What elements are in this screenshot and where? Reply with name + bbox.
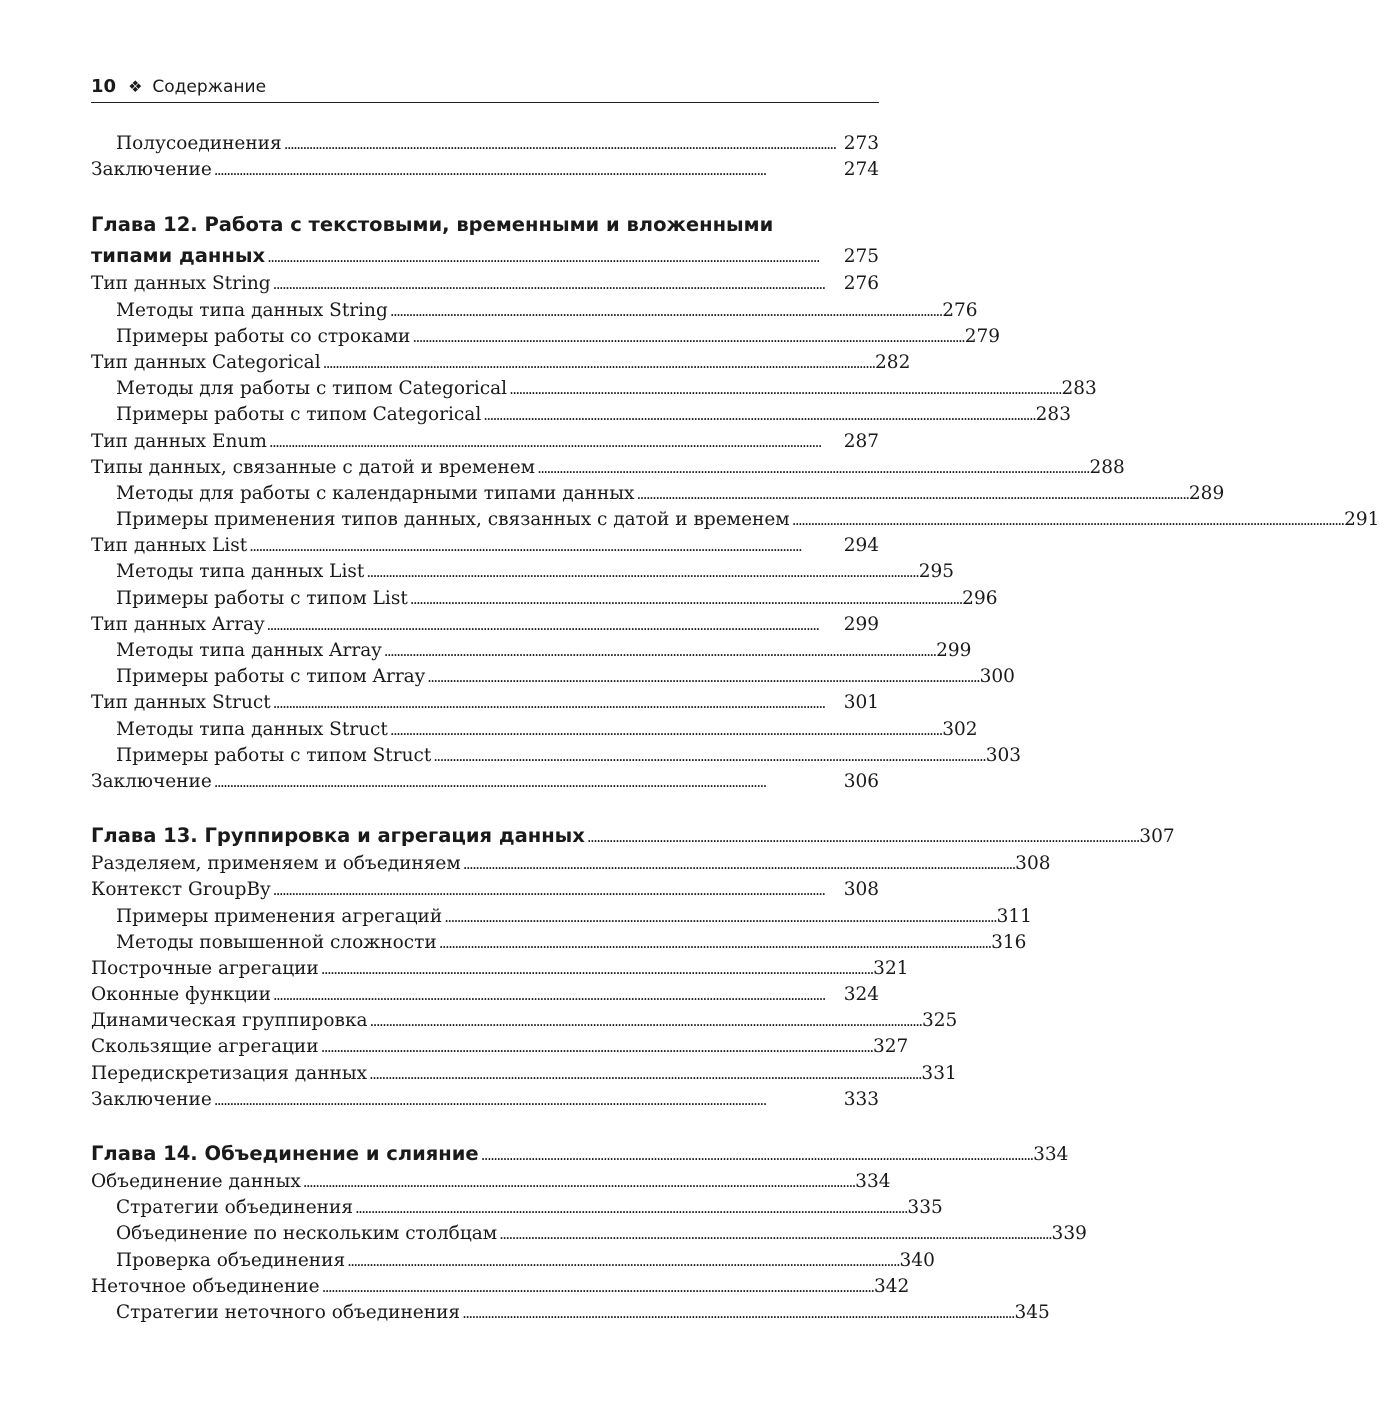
toc-entry bbox=[91, 131, 879, 157]
chapter-entry bbox=[91, 1139, 1069, 1169]
toc-entry bbox=[91, 930, 1027, 956]
toc-entry-title: Методы для работы с типом Categorical bbox=[116, 378, 508, 400]
toc-entry-title: Тип данных Enum bbox=[91, 430, 267, 452]
toc-entry-page: 299 bbox=[936, 640, 972, 661]
toc-entry bbox=[91, 586, 998, 612]
dot-leader bbox=[323, 350, 873, 376]
toc-entry-title: Заключение bbox=[91, 1088, 212, 1110]
dot-leader bbox=[462, 1300, 1012, 1326]
dot-leader bbox=[637, 481, 1187, 507]
toc-entry-title: Контекст GroupBy bbox=[91, 879, 271, 901]
toc-entry-title: Тип данных List bbox=[91, 535, 248, 557]
toc-entry bbox=[91, 157, 879, 183]
toc-entry-title: Неточное объединение bbox=[91, 1275, 320, 1297]
toc-entry-title: Проверка объединения bbox=[116, 1249, 346, 1271]
dot-leader bbox=[369, 1061, 919, 1087]
toc-entry bbox=[91, 298, 978, 324]
dot-leader bbox=[444, 904, 994, 930]
dot-leader bbox=[537, 455, 1087, 481]
toc-entry bbox=[91, 1087, 879, 1113]
chapter-page: 275 bbox=[843, 246, 879, 268]
toc-entry bbox=[91, 271, 879, 297]
chapter-title: Глава 14. Объединение и слияние bbox=[91, 1142, 479, 1165]
toc-entry bbox=[91, 559, 955, 585]
dot-leader bbox=[249, 533, 842, 559]
dot-leader bbox=[214, 1087, 842, 1113]
dot-leader bbox=[433, 743, 983, 769]
chapter-title: Глава 13. Группировка и агрегация данных bbox=[91, 824, 585, 848]
toc-entry-page: 345 bbox=[1014, 1301, 1050, 1323]
toc-entry-title: Динамическая группировка bbox=[91, 1010, 368, 1032]
toc-entry-title: Методы типа данных List bbox=[116, 561, 365, 583]
toc-entry-title: Методы типа данных Struct bbox=[116, 718, 388, 740]
toc-entry-title: Разделяем, применяем и объединяем bbox=[91, 853, 461, 875]
running-head-title: Содержание bbox=[152, 77, 267, 97]
toc-entry-page: 294 bbox=[843, 535, 879, 557]
toc-entry bbox=[91, 507, 1379, 533]
toc-entry-page: 302 bbox=[942, 718, 978, 740]
toc-entry bbox=[91, 481, 1225, 507]
toc-entry-title: Примеры применения типов данных, связанных с датой и временем bbox=[116, 509, 790, 531]
toc-entry-page: 295 bbox=[918, 561, 955, 583]
toc-entry bbox=[91, 664, 1015, 690]
toc-entry-title: Примеры работы с типом Array bbox=[116, 666, 426, 688]
dot-leader bbox=[347, 1248, 897, 1274]
toc-entry bbox=[91, 1300, 1050, 1326]
toc-entry-title: Примеры работы с типом List bbox=[116, 587, 408, 609]
chapter-entry bbox=[91, 821, 1175, 851]
toc-entry-title: Оконные функции bbox=[91, 984, 271, 1006]
dot-leader bbox=[322, 1274, 872, 1300]
dot-leader bbox=[587, 821, 1137, 852]
toc-entry-title: Стратегии объединения bbox=[116, 1197, 354, 1219]
toc-entry-page: 301 bbox=[843, 692, 879, 714]
dot-leader bbox=[303, 1169, 853, 1195]
toc-entry-page: 283 bbox=[1035, 404, 1071, 426]
toc-entry-page: 273 bbox=[843, 133, 879, 154]
dot-leader bbox=[370, 1008, 920, 1034]
dot-leader bbox=[499, 1221, 1049, 1247]
toc-entry-page: 331 bbox=[921, 1062, 957, 1084]
toc-entry-title: Объединение по нескольким столбцам bbox=[116, 1223, 498, 1245]
toc-entry-page: 287 bbox=[843, 430, 879, 452]
dot-leader bbox=[439, 930, 989, 956]
dot-leader bbox=[481, 1139, 1031, 1170]
toc-entry-page: 283 bbox=[1061, 378, 1097, 400]
chapter-title-line1: Глава 12. Работа с текстовыми, временными и вложенными bbox=[91, 213, 774, 237]
dot-leader bbox=[269, 429, 842, 455]
table-of-contents bbox=[91, 131, 1379, 1326]
toc-entry-page: 324 bbox=[843, 984, 879, 1006]
toc-entry bbox=[91, 690, 879, 716]
toc-entry bbox=[91, 402, 1071, 428]
dot-leader bbox=[267, 612, 842, 638]
toc-entry-page: 311 bbox=[996, 905, 1032, 927]
toc-entry-title: Примеры работы со строками bbox=[116, 325, 411, 347]
dot-leader bbox=[463, 851, 1013, 877]
toc-entry-title: Примеры применения агрегаций bbox=[116, 905, 443, 927]
toc-entry bbox=[91, 851, 1051, 877]
dot-leader bbox=[321, 956, 871, 982]
toc-entry bbox=[91, 638, 972, 664]
toc-entry-page: 303 bbox=[985, 744, 1022, 766]
toc-entry-title: Тип данных Struct bbox=[91, 692, 271, 714]
toc-entry-title: Примеры работы с типом Categorical bbox=[116, 404, 482, 426]
toc-entry-page: 291 bbox=[1344, 509, 1379, 531]
toc-entry-page: 339 bbox=[1051, 1223, 1087, 1245]
toc-entry-title: Передискретизация данных bbox=[91, 1062, 368, 1084]
toc-entry-title: Примеры работы с типом Struct bbox=[116, 744, 432, 766]
dot-leader bbox=[267, 241, 842, 272]
dot-leader bbox=[284, 131, 842, 157]
page-number: 10 bbox=[91, 76, 117, 97]
toc-entry bbox=[91, 376, 1097, 402]
toc-entry-title: Типы данных, связанные с датой и временем bbox=[91, 456, 536, 478]
toc-entry-page: 306 bbox=[843, 770, 879, 792]
toc-entry bbox=[91, 455, 1125, 481]
dot-leader bbox=[483, 402, 1033, 428]
dot-leader bbox=[214, 769, 842, 795]
toc-entry bbox=[91, 324, 1001, 350]
dot-leader bbox=[390, 717, 940, 743]
toc-entry bbox=[91, 1195, 943, 1221]
toc-entry-page: 334 bbox=[855, 1171, 891, 1192]
toc-entry-title: Методы для работы с календарными типами данных bbox=[116, 482, 635, 504]
toc-entry bbox=[91, 717, 978, 743]
toc-entry-page: 325 bbox=[921, 1010, 958, 1032]
toc-entry bbox=[91, 612, 879, 638]
toc-entry-page: 327 bbox=[873, 1036, 909, 1058]
toc-entry-title: Построчные агрегации bbox=[91, 957, 319, 979]
toc-entry bbox=[91, 743, 1022, 769]
toc-entry-page: 296 bbox=[962, 587, 998, 609]
toc-entry-page: 342 bbox=[874, 1275, 910, 1297]
toc-entry bbox=[91, 1034, 909, 1060]
toc-entry bbox=[91, 533, 879, 559]
dot-leader bbox=[792, 507, 1342, 533]
dot-leader bbox=[321, 1034, 871, 1060]
toc-entry-page: 289 bbox=[1188, 482, 1225, 504]
chapter-heading bbox=[91, 1139, 1069, 1169]
toc-entry bbox=[91, 877, 879, 903]
toc-entry bbox=[91, 429, 879, 455]
toc-entry bbox=[91, 1221, 1087, 1247]
dot-leader bbox=[273, 690, 842, 716]
toc-entry bbox=[91, 1008, 958, 1034]
toc-entry-title: Методы типа данных Array bbox=[116, 640, 382, 661]
dot-leader bbox=[390, 298, 940, 324]
dot-leader bbox=[273, 877, 842, 903]
toc-entry-title: Тип данных Array bbox=[91, 613, 265, 635]
toc-entry-title: Методы типа данных String bbox=[116, 299, 388, 321]
chapter-page: 334 bbox=[1033, 1144, 1069, 1165]
running-head bbox=[91, 72, 879, 103]
toc-entry-page: 288 bbox=[1089, 456, 1125, 478]
dot-leader bbox=[384, 638, 934, 664]
toc-entry-title: Объединение данных bbox=[91, 1171, 301, 1192]
toc-entry bbox=[91, 1274, 910, 1300]
toc-entry-title: Заключение bbox=[91, 770, 212, 792]
dot-leader bbox=[410, 586, 960, 612]
dot-leader bbox=[412, 324, 962, 350]
toc-entry-page: 279 bbox=[964, 325, 1001, 347]
toc-entry-title: Тип данных String bbox=[91, 273, 271, 295]
toc-entry-title: Заключение bbox=[91, 159, 212, 181]
dot-leader bbox=[509, 376, 1059, 402]
toc-entry bbox=[91, 350, 911, 376]
toc-entry-page: 300 bbox=[979, 666, 1015, 688]
toc-entry-title: Тип данных Categorical bbox=[91, 351, 321, 373]
dot-leader bbox=[273, 982, 842, 1008]
toc-entry-title: Стратегии неточного объединения bbox=[116, 1301, 461, 1323]
toc-entry-page: 333 bbox=[843, 1088, 879, 1110]
toc-entry-page: 299 bbox=[843, 613, 879, 635]
toc-entry bbox=[91, 769, 879, 795]
dot-leader bbox=[355, 1195, 905, 1221]
toc-entry-title: Методы повышенной сложности bbox=[116, 931, 437, 953]
toc-entry-page: 308 bbox=[1015, 853, 1051, 875]
toc-entry-page: 321 bbox=[873, 957, 909, 979]
chapter-heading bbox=[91, 821, 1175, 851]
toc-entry-page: 316 bbox=[991, 931, 1027, 953]
toc-entry-page: 282 bbox=[875, 351, 911, 373]
toc-entry bbox=[91, 982, 879, 1008]
dot-leader bbox=[366, 559, 916, 585]
toc-entry-page: 276 bbox=[942, 299, 978, 321]
ornament-icon: ❖ bbox=[128, 77, 143, 96]
chapter-title: типами данных bbox=[91, 244, 266, 268]
chapter-page: 307 bbox=[1139, 826, 1175, 848]
toc-entry-title: Полусоединения bbox=[116, 133, 282, 154]
toc-entry bbox=[91, 1169, 891, 1195]
dot-leader bbox=[214, 157, 842, 183]
dot-leader bbox=[427, 664, 977, 690]
toc-entry-page: 276 bbox=[843, 273, 879, 295]
toc-entry bbox=[91, 904, 1032, 930]
toc-entry-page: 308 bbox=[843, 879, 879, 901]
toc-entry bbox=[91, 1061, 957, 1087]
toc-entry-page: 335 bbox=[907, 1197, 943, 1219]
dot-leader bbox=[273, 271, 842, 297]
chapter-entry bbox=[91, 241, 879, 271]
toc-entry bbox=[91, 1248, 935, 1274]
chapter-heading bbox=[91, 209, 879, 271]
toc-entry-title: Скользящие агрегации bbox=[91, 1036, 319, 1058]
toc-entry-page: 340 bbox=[899, 1249, 935, 1271]
toc-entry-page: 274 bbox=[843, 159, 879, 181]
toc-entry bbox=[91, 956, 909, 982]
